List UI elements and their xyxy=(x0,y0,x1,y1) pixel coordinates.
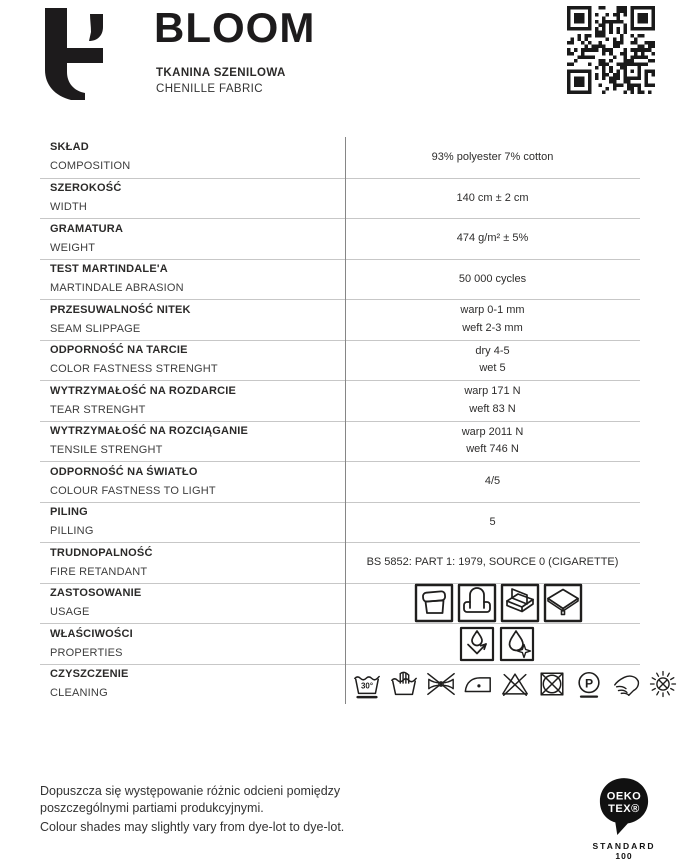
row-label xyxy=(40,584,334,624)
row-value-line: warp 171 N xyxy=(464,385,521,398)
oeko-tex-badge-icon xyxy=(597,776,651,838)
row-label xyxy=(40,422,345,462)
brand-logo-icon xyxy=(45,8,115,100)
row-label xyxy=(40,219,345,259)
row-label xyxy=(40,665,345,705)
row-label-english: USAGE xyxy=(50,606,90,619)
row-label xyxy=(40,624,337,664)
footer-note-english: Colour shades may slightly vary from dye-lot to dye-lot. xyxy=(40,820,345,834)
row-value-line: 5 xyxy=(489,515,496,528)
do-not-bleach-icon xyxy=(500,669,530,699)
row-value-line: dry 4-5 xyxy=(475,344,510,357)
do-not-wring-icon xyxy=(426,669,456,699)
row-value xyxy=(345,503,640,543)
spec-row xyxy=(40,502,640,543)
row-label-polish: SZEROKOŚĆ xyxy=(50,182,122,195)
row-label-english: PROPERTIES xyxy=(50,646,123,659)
row-value xyxy=(345,381,640,421)
row-label-english: FIRE RETANDANT xyxy=(50,565,148,578)
row-value-line: warp 0-1 mm xyxy=(460,304,525,317)
row-label-polish: ZASTOSOWANIE xyxy=(50,587,142,600)
row-label xyxy=(40,260,345,300)
row-value xyxy=(345,179,640,219)
subtitle-english: CHENILLE FABRIC xyxy=(156,83,263,95)
row-label xyxy=(40,300,345,340)
row-label-polish: CZYSZCZENIE xyxy=(50,668,129,681)
row-value-line: warp 2011 N xyxy=(461,425,524,438)
row-value xyxy=(345,422,640,462)
dry-clean-p-gentle-icon xyxy=(574,669,604,699)
spec-row xyxy=(40,421,640,462)
row-label-polish: PILING xyxy=(50,506,88,519)
row-label-polish: GRAMATURA xyxy=(50,222,124,235)
row-label-english: TENSILE STRENGHT xyxy=(50,444,163,457)
row-label-polish: SKŁAD xyxy=(50,141,89,154)
hand-wash-icon xyxy=(389,669,419,699)
row-label-english: TEAR STRENGHT xyxy=(50,403,146,416)
care-icons xyxy=(345,665,640,705)
oeko-standard-label: STANDARD xyxy=(592,841,656,851)
row-label xyxy=(40,543,345,583)
row-value-line: 140 cm ± 2 cm xyxy=(456,191,529,204)
row-value xyxy=(345,137,640,178)
row-label xyxy=(40,137,345,178)
svg-text:30°: 30° xyxy=(360,681,374,691)
armchair-icon xyxy=(457,583,497,623)
row-label-polish: WYTRZYMAŁOŚĆ NA ROZCIĄGANIE xyxy=(50,425,249,438)
row-label-polish: WŁAŚCIWOŚCI xyxy=(50,627,133,640)
oeko-line1: OEKO xyxy=(606,790,642,803)
qr-code xyxy=(567,6,655,94)
row-value xyxy=(345,341,640,381)
row-value-line: 93% polyester 7% cotton xyxy=(431,150,554,163)
spec-row xyxy=(40,583,640,624)
row-label xyxy=(40,341,345,381)
row-value xyxy=(345,300,640,340)
row-value xyxy=(345,462,640,502)
row-label-polish: TRUDNOPALNOŚĆ xyxy=(50,546,153,559)
water-repellent-icon xyxy=(459,626,495,662)
spec-row xyxy=(40,218,640,259)
row-value-line: weft 746 N xyxy=(466,443,519,456)
oeko-tex-certificate xyxy=(586,776,662,861)
spec-row xyxy=(40,259,640,300)
row-value xyxy=(345,543,640,583)
row-label xyxy=(40,462,345,502)
page-title: BLOOM xyxy=(154,4,316,51)
row-value xyxy=(345,260,640,300)
row-label-polish: PRZESUWALNOŚĆ NITEK xyxy=(50,303,191,316)
row-label-english: COLOUR FASTNESS TO LIGHT xyxy=(50,484,216,497)
easy-clean-icon xyxy=(499,626,535,662)
bed-icon xyxy=(543,583,583,623)
spec-row xyxy=(40,340,640,381)
no-direct-sunlight-icon xyxy=(648,669,678,699)
spec-row xyxy=(40,299,640,340)
iron-low-temp-icon xyxy=(463,669,493,699)
pouf-icon xyxy=(414,583,454,623)
row-label-english: SEAM SLIPPAGE xyxy=(50,322,141,335)
spec-row xyxy=(40,380,640,421)
spec-row xyxy=(40,137,640,178)
spec-row xyxy=(40,664,640,705)
row-label-polish: TEST MARTINDALE'A xyxy=(50,263,168,276)
row-label-english: COMPOSITION xyxy=(50,160,131,173)
row-label-english: WEIGHT xyxy=(50,241,96,254)
row-value-line: weft 2-3 mm xyxy=(462,321,523,334)
spec-table xyxy=(40,137,640,704)
spec-row xyxy=(40,178,640,219)
spec-row xyxy=(40,542,640,583)
row-value-line: 4/5 xyxy=(484,475,501,487)
wash-30-mild-icon xyxy=(352,669,382,699)
row-label-english: CLEANING xyxy=(50,687,108,700)
row-label-polish: ODPORNOŚĆ NA TARCIE xyxy=(50,344,188,357)
oeko-line2: TEX® xyxy=(608,802,640,815)
svg-text:P: P xyxy=(584,676,594,691)
row-value-line: wet 5 xyxy=(479,362,506,375)
row-label-english: MARTINDALE ABRASION xyxy=(50,282,184,295)
row-label xyxy=(40,179,345,219)
row-label xyxy=(40,381,345,421)
row-value-line: 474 g/m² ± 5% xyxy=(456,232,529,244)
row-value-line: 50 000 cycles xyxy=(458,272,527,285)
oeko-100-label: 100 xyxy=(615,851,633,861)
subtitle-polish: TKANINA SZENILOWA xyxy=(156,67,286,79)
row-label-polish: WYTRZYMAŁOŚĆ NA ROZDARCIE xyxy=(50,384,237,397)
row-label-polish: ODPORNOŚĆ NA ŚWIATŁO xyxy=(50,465,198,478)
row-label xyxy=(40,503,345,543)
props-icons xyxy=(354,624,641,664)
brush-gently-icon xyxy=(611,669,641,699)
row-value-line: BS 5852: PART 1: 1979, SOURCE 0 (CIGARETTE) xyxy=(366,556,619,568)
footer-note-polish: Dopuszcza się występowanie różnic odcieni pomiędzy poszczególnymi partiami produkcyjnymi. xyxy=(40,784,341,815)
usage-icons xyxy=(356,584,640,624)
row-label-english: PILLING xyxy=(50,525,94,538)
row-value xyxy=(345,219,640,259)
spec-row xyxy=(40,623,640,664)
sofa-bed-icon xyxy=(500,583,540,623)
spec-row xyxy=(40,461,640,502)
row-label-english: COLOR FASTNESS STRENGHT xyxy=(50,363,218,376)
row-value-line: weft 83 N xyxy=(469,402,516,415)
do-not-tumble-dry-icon xyxy=(537,669,567,699)
row-label-english: WIDTH xyxy=(50,201,88,214)
